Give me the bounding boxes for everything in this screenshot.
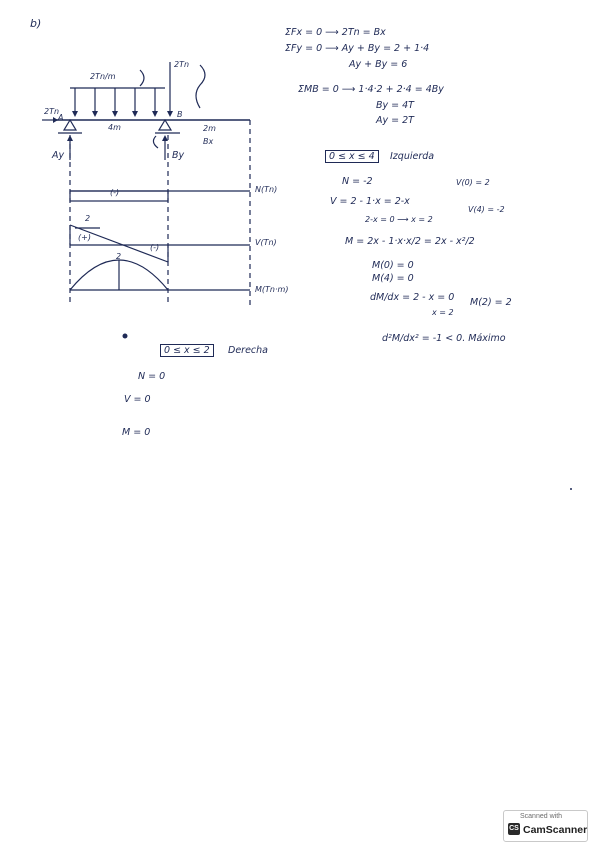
left-load-label: 2Tn	[44, 107, 60, 116]
point-b-label: B	[177, 110, 183, 119]
right-v: V = 0	[124, 394, 151, 405]
left-d2m: d²M/dx² = -1 < 0. Máximo	[382, 333, 506, 344]
m-value: 2	[116, 252, 122, 261]
left-v: V = 2 - 1·x = 2-x	[330, 196, 410, 207]
left-m: M = 2x - 1·x·x/2 = 2x - x²/2	[345, 236, 475, 247]
left-v-zero: 2-x = 0 ⟶ x = 2	[365, 215, 433, 224]
m-diagram-label: M(Tn·m)	[255, 285, 289, 294]
n-neg-sign: (-)	[110, 188, 120, 197]
by-label: By	[172, 150, 185, 161]
left-n: N = -2	[342, 176, 373, 187]
v-pos-sign: (+)	[78, 233, 91, 242]
left-m2: M(2) = 2	[470, 297, 512, 308]
v-neg-sign: (-)	[150, 243, 160, 252]
bx-label: Bx	[203, 137, 214, 146]
left-section-side: Izquierda	[390, 151, 435, 162]
camscanner-badge	[503, 810, 588, 842]
scanned-with-text: Scanned with	[520, 813, 563, 820]
right-m: M = 0	[122, 427, 151, 438]
eq-ay-result: Ay = 2T	[376, 115, 414, 126]
problem-label: b)	[30, 17, 42, 30]
eq-sum-fy: ΣFy = 0 ⟶ Ay + By = 2 + 1·4	[285, 43, 430, 54]
eq-sum-mb: ΣMB = 0 ⟶ 1·4·2 + 2·4 = 4By	[298, 84, 444, 95]
ay-label: Ay	[52, 150, 65, 161]
point-a-label: A	[58, 113, 64, 122]
camscanner-text: CamScanner	[523, 824, 588, 836]
right-section-side: Derecha	[228, 345, 268, 356]
n-diagram-label: N(Tn)	[255, 185, 278, 194]
right-n: N = 0	[138, 371, 166, 382]
overhang-label: 2m	[203, 124, 216, 133]
right-section-range: 0 ≤ x ≤ 2	[160, 344, 214, 357]
left-m0: M(0) = 0	[372, 260, 414, 271]
left-v4: V(4) = -2	[468, 205, 505, 214]
v-diagram-label: V(Tn)	[255, 238, 277, 247]
left-dm-x: x = 2	[432, 308, 454, 317]
left-dm: dM/dx = 2 - x = 0	[370, 292, 455, 303]
eq-ay-by: Ay + By = 6	[349, 59, 408, 70]
eq-by-result: By = 4T	[376, 100, 414, 111]
eq-sum-fx: ΣFx = 0 ⟶ 2Tn = Bx	[285, 27, 386, 38]
left-m4: M(4) = 0	[372, 273, 414, 284]
distributed-load-label: 2Tn/m	[90, 72, 116, 81]
left-section-range: 0 ≤ x ≤ 4	[325, 150, 379, 163]
left-v0: V(0) = 2	[456, 178, 490, 187]
top-load-label: 2Tn	[174, 60, 190, 69]
v-value: 2	[85, 214, 91, 223]
span-label: 4m	[108, 123, 121, 132]
camscanner-logo-icon: CS	[508, 823, 520, 835]
